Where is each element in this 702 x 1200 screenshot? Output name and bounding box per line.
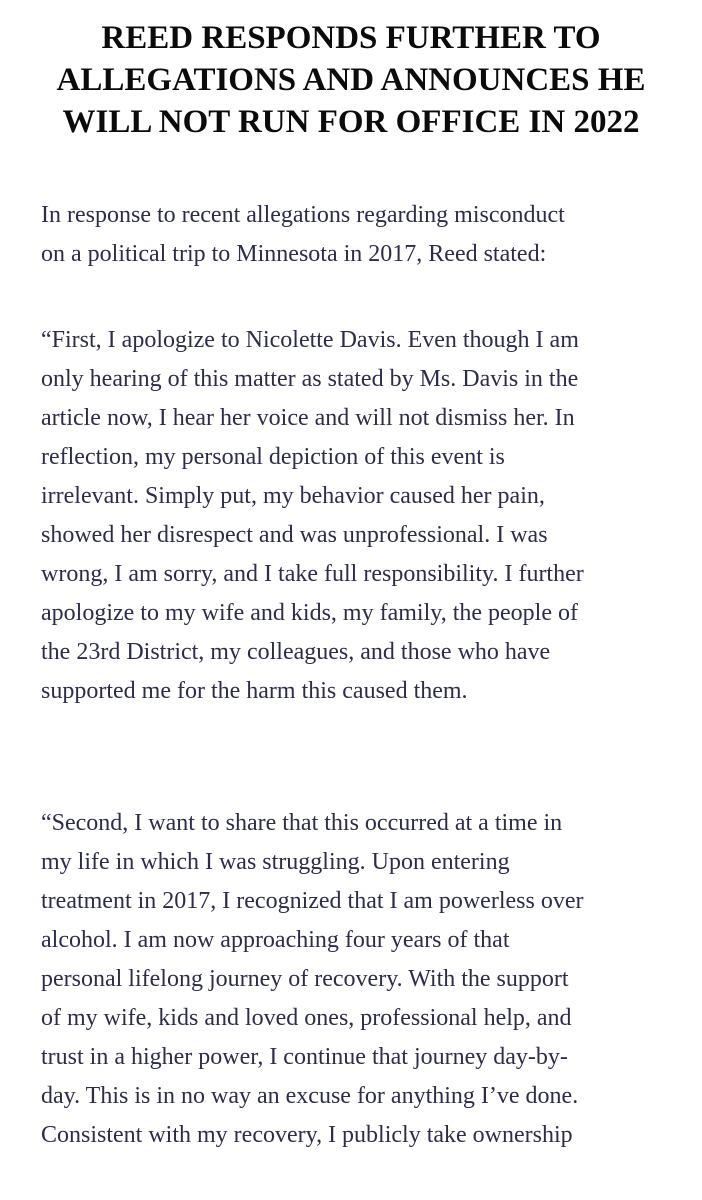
headline-line: ALLEGATIONS AND ANNOUNCES HE [56,62,646,98]
text-line: trust in a higher power, I continue that journey day-by- [41,1044,568,1070]
text-line: reflection, my personal depiction of this event is [41,444,505,470]
text-line: the 23rd District, my colleagues, and those who have [41,639,551,665]
text-line: supported me for the harm this caused them. [41,678,468,704]
text-line: article now, I hear her voice and will not dismiss her. In [41,405,575,431]
text-line: Consistent with my recovery, I publicly take ownership [41,1122,573,1148]
text-line: “First, I apologize to Nicolette Davis. Even though I am [41,327,579,353]
text-line: irrelevant. Simply put, my behavior caused her pain, [41,483,545,509]
text-line: on a political trip to Minnesota in 2017, Reed stated: [41,241,547,267]
text-line: wrong, I am sorry, and I take full responsibility. I further [41,561,584,587]
text-line: In response to recent allegations regarding misconduct [41,202,565,228]
text-line: day. This is in no way an excuse for anything I’ve done. [41,1083,579,1109]
intro-paragraph [41,196,701,274]
headline-line: REED RESPONDS FURTHER TO [101,20,601,56]
text-line: treatment in 2017, I recognized that I am powerless over [41,888,584,914]
text-line: apologize to my wife and kids, my family, the people of [41,600,578,626]
first-statement-paragraph [41,321,701,711]
text-line: showed her disrespect and was unprofessional. I was [41,522,548,548]
headline-line: WILL NOT RUN FOR OFFICE IN 2022 [62,104,640,140]
text-line: alcohol. I am now approaching four years of that [41,927,510,953]
text-line: “Second, I want to share that this occurred at a time in [41,810,563,836]
text-line: of my wife, kids and loved ones, professional help, and [41,1005,572,1031]
second-statement-paragraph [41,804,701,1155]
text-line: personal lifelong journey of recovery. With the support [41,966,569,992]
text-line: my life in which I was struggling. Upon entering [41,849,510,875]
headline [20,17,682,143]
text-line: only hearing of this matter as stated by Ms. Davis in the [41,366,579,392]
